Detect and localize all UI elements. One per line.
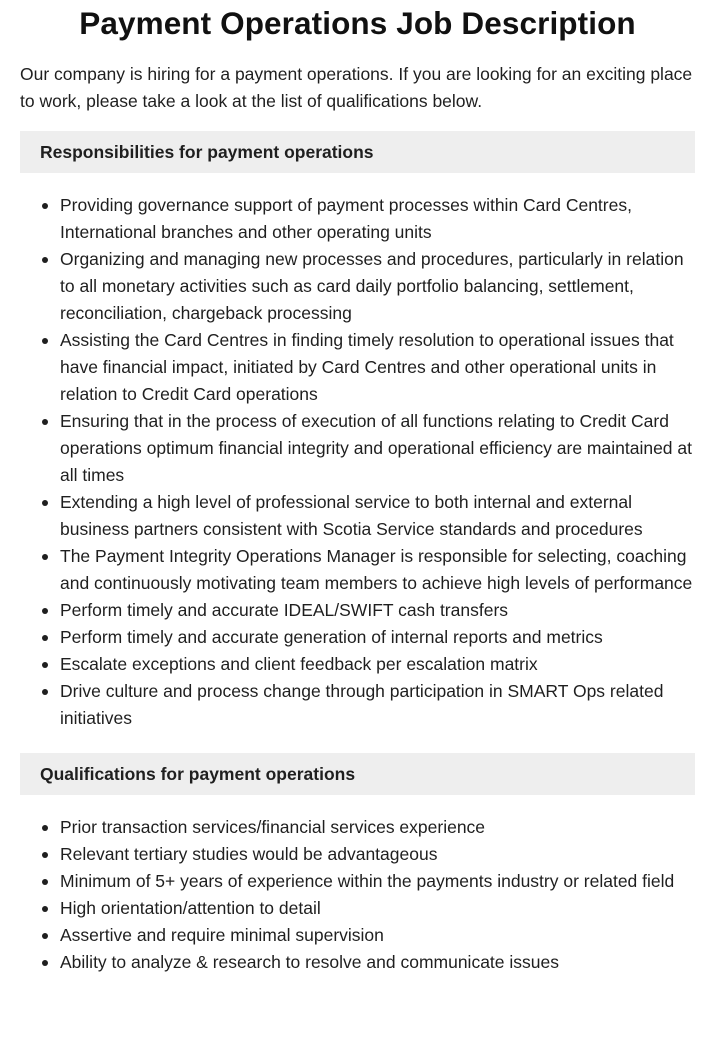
- list-item: [20, 246, 695, 327]
- list-item-text: Minimum of 5+ years of experience within the payments industry or related field: [60, 871, 675, 891]
- list-item-text: Perform timely and accurate generation of internal reports and metrics: [60, 627, 603, 647]
- bullet-dot-icon: [42, 500, 48, 506]
- list-item-text: Extending a high level of professional service to both internal and external business partners consistent with Scotia Service standards and procedures: [60, 492, 643, 539]
- list-item: [20, 651, 695, 678]
- bullet-dot-icon: [42, 960, 48, 966]
- qualifications-header: Qualifications for payment operations: [20, 753, 695, 795]
- list-item: [20, 678, 695, 732]
- bullet-dot-icon: [42, 554, 48, 560]
- bullet-dot-icon: [42, 419, 48, 425]
- list-item-text: Ability to analyze & research to resolve and communicate issues: [60, 952, 559, 972]
- job-description-page: [20, 0, 695, 976]
- bullet-dot-icon: [42, 906, 48, 912]
- bullet-dot-icon: [42, 203, 48, 209]
- list-item-text: High orientation/attention to detail: [60, 898, 321, 918]
- bullet-dot-icon: [42, 852, 48, 858]
- bullet-dot-icon: [42, 825, 48, 831]
- list-item: [20, 408, 695, 489]
- list-item-text: Organizing and managing new processes and procedures, particularly in relation to all monetary activities such as card daily portfolio balancing, settlement, reconciliation, chargeback processing: [60, 249, 684, 323]
- list-item: [20, 922, 695, 949]
- intro-paragraph: Our company is hiring for a payment operations. If you are looking for an exciting place to work, please take a look at the list of qualifications below.: [20, 64, 693, 111]
- list-item: [20, 895, 695, 922]
- list-item-text: The Payment Integrity Operations Manager is responsible for selecting, coaching and continuously motivating team members to achieve high levels of performance: [60, 546, 693, 593]
- list-item-text: Drive culture and process change through participation in SMART Ops related initiatives: [60, 681, 664, 728]
- list-item-text: Providing governance support of payment processes within Card Centres, International branches and other operating units: [60, 195, 632, 242]
- list-item: [20, 814, 695, 841]
- bullet-dot-icon: [42, 689, 48, 695]
- list-item: [20, 841, 695, 868]
- list-item-text: Relevant tertiary studies would be advantageous: [60, 844, 438, 864]
- bullet-dot-icon: [42, 608, 48, 614]
- list-item-text: Assisting the Card Centres in finding timely resolution to operational issues that have financial impact, initiated by Card Centres and other operational units in relation to Credit Card operations: [60, 330, 674, 404]
- bullet-dot-icon: [42, 933, 48, 939]
- list-item-text: Prior transaction services/financial services experience: [60, 817, 486, 837]
- list-item-text: Perform timely and accurate IDEAL/SWIFT cash transfers: [60, 600, 509, 620]
- bullet-dot-icon: [42, 257, 48, 263]
- list-item-text: Assertive and require minimal supervision: [60, 925, 384, 945]
- list-item: [20, 327, 695, 408]
- bullet-dot-icon: [42, 635, 48, 641]
- responsibilities-list: [20, 192, 695, 732]
- list-item: [20, 489, 695, 543]
- bullet-dot-icon: [42, 879, 48, 885]
- list-item: [20, 597, 695, 624]
- list-item-text: Escalate exceptions and client feedback per escalation matrix: [60, 654, 538, 674]
- qualifications-list: [20, 814, 695, 976]
- responsibilities-header: Responsibilities for payment operations: [20, 131, 695, 173]
- list-item: [20, 192, 695, 246]
- list-item: [20, 624, 695, 651]
- bullet-dot-icon: [42, 338, 48, 344]
- bullet-dot-icon: [42, 662, 48, 668]
- list-item: [20, 949, 695, 976]
- list-item: [20, 868, 695, 895]
- list-item-text: Ensuring that in the process of execution of all functions relating to Credit Card operations optimum financial integrity and operational efficiency are maintained at all times: [60, 411, 692, 485]
- list-item: [20, 543, 695, 597]
- page-title: Payment Operations Job Description: [79, 5, 636, 41]
